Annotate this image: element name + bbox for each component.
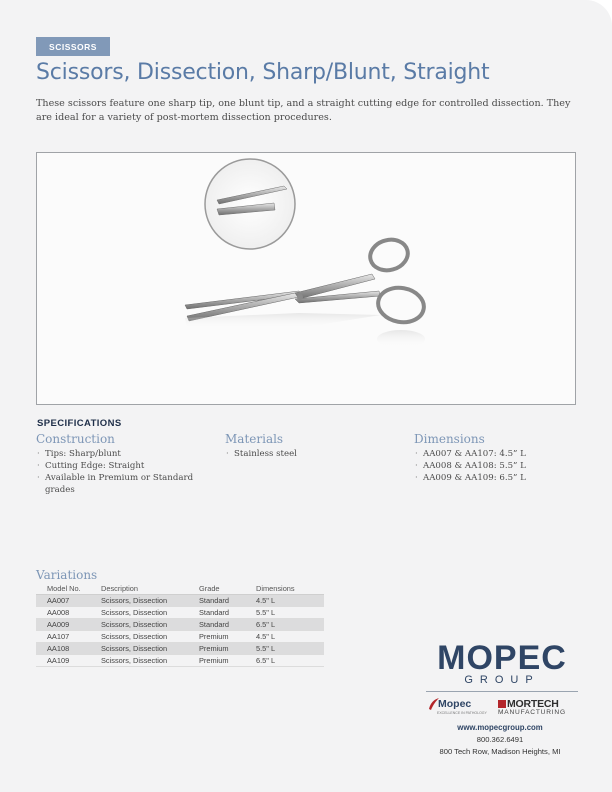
construction-list	[36, 448, 211, 496]
table-row	[36, 595, 324, 607]
table-row	[36, 619, 324, 631]
list-item: · AA009 & AA109: 6.5” L	[414, 472, 589, 484]
dimensions-list	[414, 448, 589, 484]
table-cell: Scissors, Dissection	[101, 655, 199, 667]
phone-number: 800.362.6491	[476, 735, 524, 744]
table-cell: Scissors, Dissection	[101, 619, 199, 631]
table-cell: Standard	[199, 607, 256, 619]
table-cell: AA109	[36, 655, 101, 667]
divider	[426, 691, 578, 692]
table-cell: Standard	[199, 595, 256, 607]
construction-title: Construction	[36, 432, 115, 446]
list-item: · AA007 & AA107: 4.5” L	[414, 448, 589, 460]
table-cell: 4.5" L	[256, 595, 324, 607]
table-cell: AA107	[36, 631, 101, 643]
list-item: · AA008 & AA108: 5.5” L	[414, 460, 589, 472]
materials-title: Materials	[225, 432, 284, 446]
table-row	[36, 631, 324, 643]
page-title: Scissors, Dissection, Sharp/Blunt, Straight	[36, 60, 490, 85]
construction-section	[36, 432, 211, 496]
table-cell: 5.5" L	[256, 643, 324, 655]
dimensions-section	[414, 432, 589, 484]
logo-wordmark: MOPEC	[437, 639, 567, 677]
table-cell: AA007	[36, 595, 101, 607]
table-cell: Scissors, Dissection	[101, 595, 199, 607]
sub-brand-tagline: EXCELLENCE IN PATHOLOGY	[437, 711, 487, 715]
column-header: Model No.	[36, 583, 101, 595]
table-cell: Scissors, Dissection	[101, 643, 199, 655]
materials-section	[225, 432, 400, 460]
table-cell: 5.5" L	[256, 607, 324, 619]
specifications-heading: SPECIFICATIONS	[37, 418, 122, 429]
scissors	[185, 236, 427, 348]
table-row	[36, 643, 324, 655]
scissors-image	[37, 153, 575, 404]
sub-brand-name: Mopec	[438, 698, 472, 710]
table-cell: Scissors, Dissection	[101, 631, 199, 643]
column-header: Dimensions	[256, 583, 324, 595]
table-cell: AA009	[36, 619, 101, 631]
variations-table	[36, 583, 324, 667]
column-header: Grade	[199, 583, 256, 595]
product-description: These scissors feature one sharp tip, one blunt tip, and a straight cutting edge for controlled dissection. They are ideal for a variety of post-mortem dissection procedures.	[36, 98, 571, 123]
table-cell: Scissors, Dissection	[101, 607, 199, 619]
table-header-row	[36, 583, 324, 595]
table-cell: 4.5" L	[256, 631, 324, 643]
mortech-mark-icon	[498, 700, 506, 708]
table-cell: 6.5" L	[256, 619, 324, 631]
table-cell: Premium	[199, 643, 256, 655]
materials-list	[225, 448, 400, 460]
list-item: · Stainless steel	[225, 448, 400, 460]
zoom-inset	[205, 159, 295, 249]
list-item: · Available in Premium or Standard grades	[36, 472, 211, 496]
sub-brand-name: MORTECH	[507, 698, 559, 710]
dimensions-title: Dimensions	[414, 432, 485, 446]
table-cell: Premium	[199, 655, 256, 667]
column-header: Description	[101, 583, 199, 595]
mortech-logo	[498, 697, 580, 719]
table-cell: AA108	[36, 643, 101, 655]
mopec-sub-logo	[428, 697, 492, 719]
table-cell: AA008	[36, 607, 101, 619]
address: 800 Tech Row, Madison Heights, MI	[439, 747, 561, 756]
table-row	[36, 607, 324, 619]
logo-subtitle: GROUP	[464, 674, 540, 686]
variations-title: Variations	[36, 568, 98, 582]
website-link[interactable]: www.mopecgroup.com	[457, 723, 543, 732]
list-item: · Tips: Sharp/blunt	[36, 448, 211, 460]
table-cell: Premium	[199, 631, 256, 643]
list-item: · Cutting Edge: Straight	[36, 460, 211, 472]
sub-brand-subtitle: MANUFACTURING	[498, 709, 566, 716]
table-row	[36, 655, 324, 667]
table-cell: 6.5" L	[256, 655, 324, 667]
table-cell: Standard	[199, 619, 256, 631]
product-image	[36, 152, 576, 405]
category-tag: SCISSORS	[36, 37, 110, 56]
